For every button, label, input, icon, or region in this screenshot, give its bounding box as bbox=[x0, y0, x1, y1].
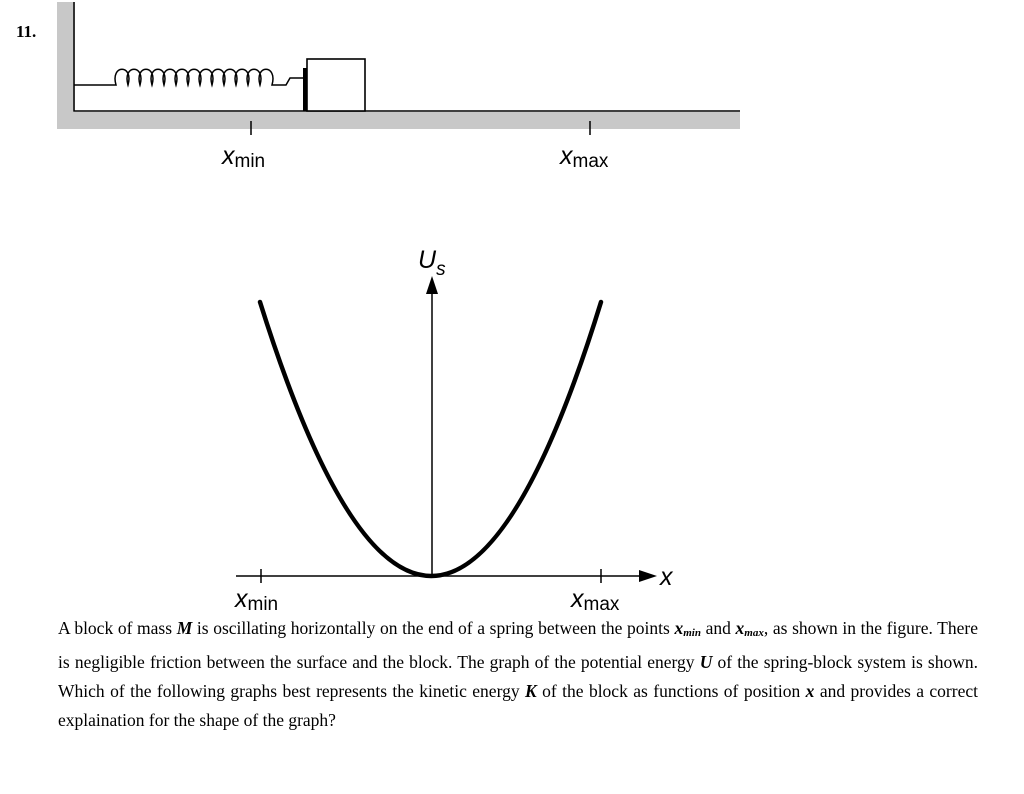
block bbox=[307, 59, 365, 111]
spring bbox=[74, 69, 304, 85]
position-symbol: x bbox=[805, 681, 815, 701]
graph-xmax-label: xmax bbox=[571, 585, 620, 610]
x-axis-label: x bbox=[660, 563, 673, 591]
mass-symbol: M bbox=[176, 618, 193, 638]
question-text-part: of the block as functions of position bbox=[536, 681, 806, 701]
potential-energy-curve bbox=[260, 302, 601, 576]
question-text-part: A block of mass bbox=[58, 618, 177, 638]
question-text-part: of the spring-block system is shown. Which of the following graphs best represents the kinetic energy bbox=[58, 652, 978, 701]
question-text-part: is oscillating horizontally on the end of a spring between the points bbox=[192, 618, 675, 638]
potential-energy-symbol: U bbox=[699, 652, 713, 672]
xmin-symbol: xmin bbox=[674, 618, 701, 639]
surface-line bbox=[74, 2, 740, 111]
kinetic-energy-symbol: K bbox=[525, 681, 537, 701]
question-text-part: and bbox=[700, 618, 736, 638]
question-text-part: and provides a correct explaination for the shape of the graph? bbox=[58, 681, 978, 730]
question-number: 11. bbox=[16, 22, 37, 41]
graph-xmin-label: xmin bbox=[235, 585, 279, 610]
question-text-part: , as shown in the figure. There is negligible friction between the surface and the block. The graph of the potential energy bbox=[58, 618, 978, 672]
figure-xmin-label: xmin bbox=[222, 142, 266, 172]
wall-and-floor bbox=[57, 2, 740, 129]
y-axis-label: $U_s$ bbox=[418, 246, 446, 280]
question-text bbox=[58, 614, 978, 735]
x-axis-arrowhead bbox=[639, 570, 657, 582]
figure-xmax-label: xmax bbox=[560, 142, 609, 172]
xmax-symbol: xmax bbox=[735, 618, 764, 639]
